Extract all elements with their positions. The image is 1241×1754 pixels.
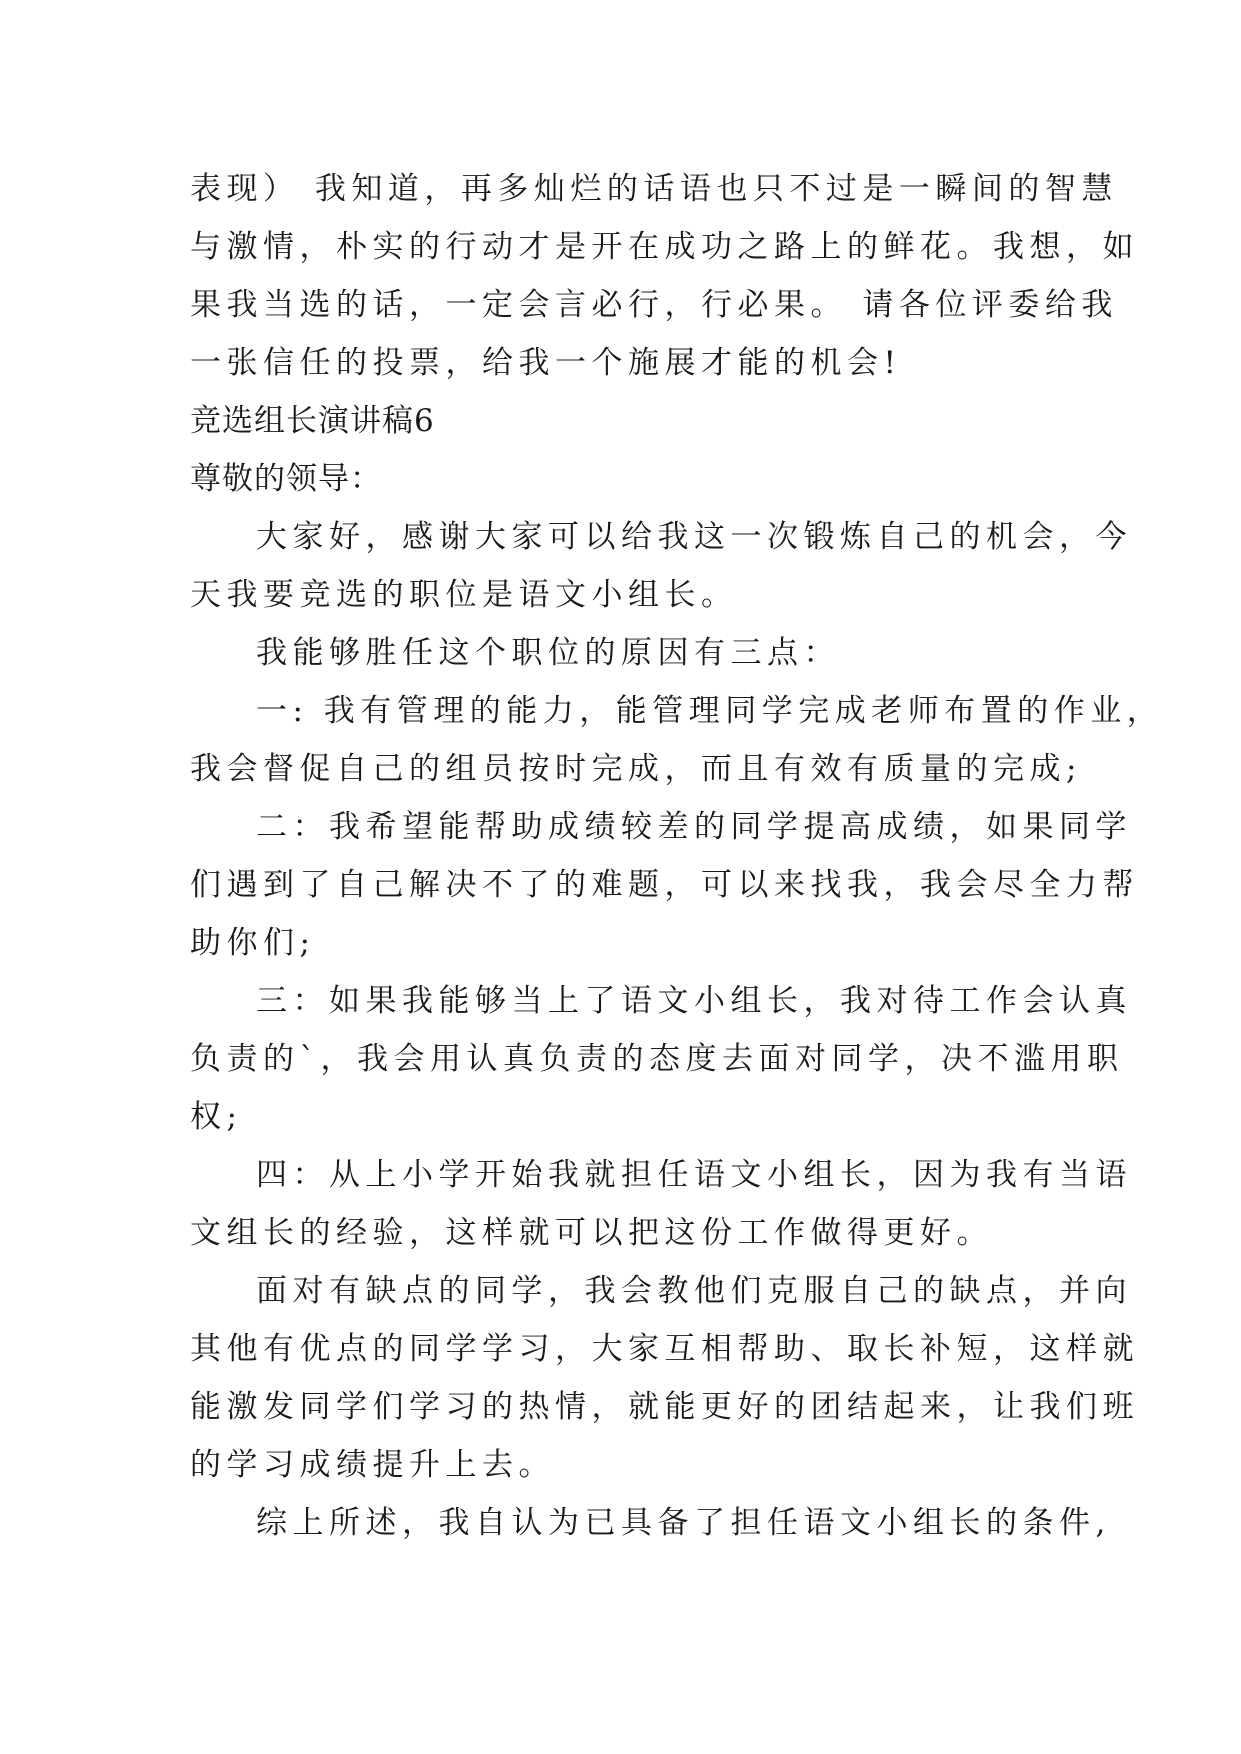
- paragraph-start: 我能够胜任这个职位的原因有三点：: [256, 635, 840, 671]
- section-heading: 竞选组长演讲稿6: [190, 403, 435, 439]
- paragraph-start: 四：从上小学开始我就担任语文小组长，因为我有当语: [256, 1157, 1132, 1193]
- salutation: 尊敬的领导：: [190, 461, 382, 497]
- document-page: [190, 160, 1164, 1552]
- text-line: 负责的`，我会用认真负责的态度去面对同学，决不滥用职: [190, 1041, 1124, 1077]
- paragraph-start: 大家好，感谢大家可以给我这一次锻炼自己的机会，今: [256, 519, 1132, 555]
- paragraph-start: 面对有缺点的同学，我会教他们克服自己的缺点，并向: [256, 1273, 1132, 1309]
- paragraph-start: 三：如果我能够当上了语文小组长，我对待工作会认真: [256, 983, 1132, 1019]
- text-line: 果我当选的话，一定会言必行，行必果。 请各位评委给我: [190, 287, 1118, 323]
- text-line: 的学习成绩提升上去。: [190, 1447, 555, 1483]
- text-line: 们遇到了自己解决不了的难题，可以来找我，我会尽全力帮: [190, 867, 1139, 903]
- paragraph-start: 二：我希望能帮助成绩较差的同学提高成绩，如果同学: [256, 809, 1132, 845]
- text-line: 权;: [190, 1099, 243, 1135]
- text-line: 一张信任的投票，给我一个施展才能的机会!: [190, 345, 902, 381]
- paragraph-start: 综上所述，我自认为已具备了担任语文小组长的条件,: [256, 1505, 1111, 1541]
- text-line: 我会督促自己的组员按时完成，而且有效有质量的完成;: [190, 751, 1082, 787]
- text-line: 表现） 我知道，再多灿烂的话语也只不过是一瞬间的智慧: [190, 171, 1118, 207]
- paragraph-start: 一: 我有管理的能力，能管理同学完成老师布置的作业，: [256, 693, 1164, 729]
- text-line: 助你们;: [190, 925, 316, 961]
- text-line: 天我要竞选的职位是语文小组长。: [190, 577, 738, 613]
- text-line: 文组长的经验，这样就可以把这份工作做得更好。: [190, 1215, 993, 1251]
- text-line: 其他有优点的同学学习，大家互相帮助、取长补短，这样就: [190, 1331, 1139, 1367]
- text-line: 能激发同学们学习的热情，就能更好的团结起来，让我们班: [190, 1389, 1139, 1425]
- text-line: 与激情，朴实的行动才是开在成功之路上的鲜花。我想，如: [190, 229, 1139, 265]
